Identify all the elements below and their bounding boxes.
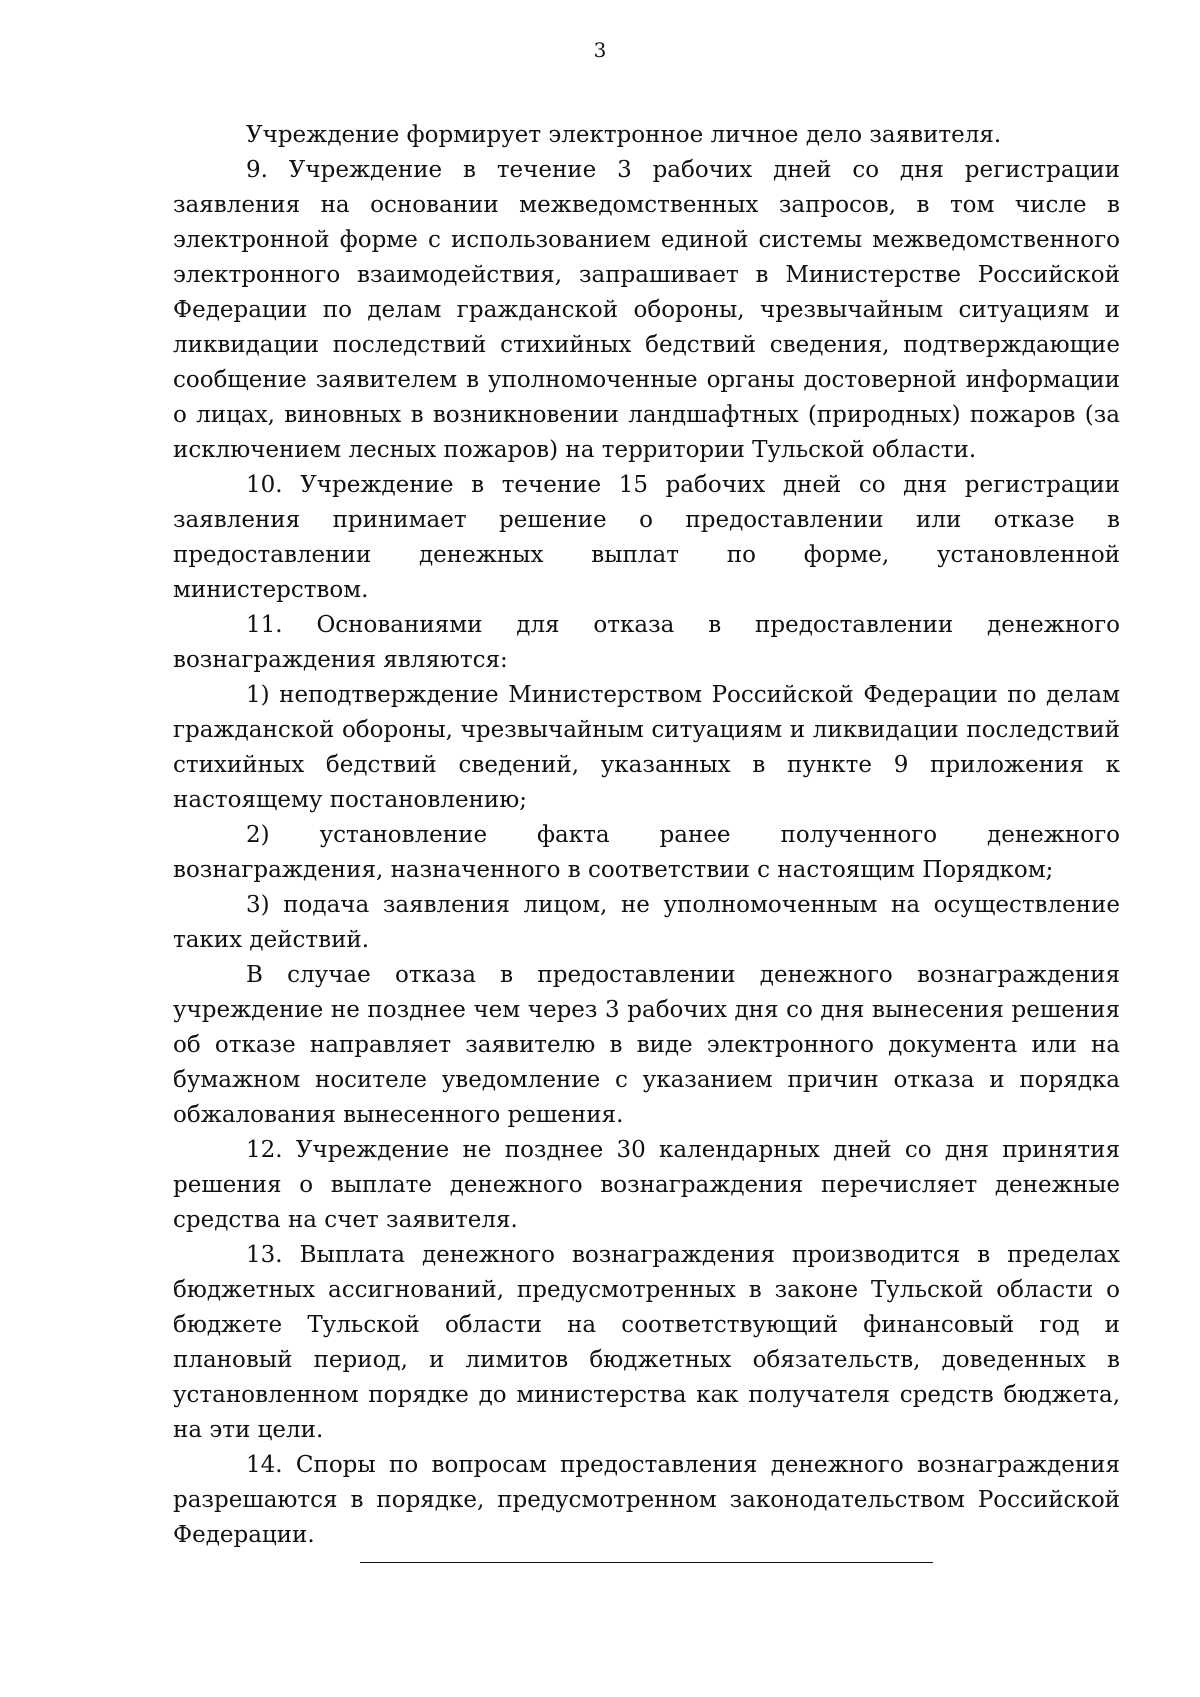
paragraph-item-11-sub-2: 2) установление факта ранее полученного денежного вознаграждения, назначенного в соответствии с настоящим Порядком; xyxy=(173,822,1120,883)
paragraph-item-9: 9. Учреждение в течение 3 рабочих дней со дня регистрации заявления на основании межведомственных запросов, в том числе в электронной форме с использованием единой системы межведомственного электронного взаимодействия, запрашивает в Министерстве Российской Федерации по делам гражданской обороны, чрезвычайным ситуациям и ликвидации последствий стихийных бедствий сведения, подтверждающие сообщение заявителем в уполномоченные органы достоверной информации о лицах, виновных в возникновении ландшафтных (природных) пожаров (за исключением лесных пожаров) на территории Тульской области. xyxy=(173,157,1120,463)
paragraph-item-11: 11. Основаниями для отказа в предоставлении денежного вознаграждения являются: xyxy=(173,612,1120,673)
paragraph-item-11-sub-3: 3) подача заявления лицом, не уполномоченным на осуществление таких действий. xyxy=(173,892,1120,953)
paragraph-item-11-sub-1: 1) неподтверждение Министерством Российской Федерации по делам гражданской обороны, чрезвычайным ситуациям и ликвидации последствий стихийных бедствий сведений, указанных в пункте 9 приложения к настоящему постановлению; xyxy=(173,682,1120,813)
document-body xyxy=(173,118,1120,1553)
paragraph-item-10: 10. Учреждение в течение 15 рабочих дней со дня регистрации заявления принимает решение о предоставлении или отказе в предоставлении денежных выплат по форме, установленной министерством. xyxy=(173,472,1120,603)
paragraph-item-13: 13. Выплата денежного вознаграждения производится в пределах бюджетных ассигнований, предусмотренных в законе Тульской области о бюджете Тульской области на соответствующий финансовый год и плановый период, и лимитов бюджетных обязательств, доведенных в установленном порядке до министерства как получателя средств бюджета, на эти цели. xyxy=(173,1242,1120,1443)
closing-divider-line xyxy=(360,1562,933,1563)
page-number: 3 xyxy=(593,38,607,62)
paragraph-item-14: 14. Споры по вопросам предоставления денежного вознаграждения разрешаются в порядке, предусмотренном законодательством Российской Федерации. xyxy=(173,1452,1120,1548)
paragraph-personal-file: Учреждение формирует электронное личное дело заявителя. xyxy=(246,122,1002,148)
paragraph-refusal-notice: В случае отказа в предоставлении денежного вознаграждения учреждение не позднее чем через 3 рабочих дня со дня вынесения решения об отказе направляет заявителю в виде электронного документа или на бумажном носителе уведомление с указанием причин отказа и порядка обжалования вынесенного решения. xyxy=(173,962,1120,1128)
paragraph-item-12: 12. Учреждение не позднее 30 календарных дней со дня принятия решения о выплате денежного вознаграждения перечисляет денежные средства на счет заявителя. xyxy=(173,1137,1120,1233)
